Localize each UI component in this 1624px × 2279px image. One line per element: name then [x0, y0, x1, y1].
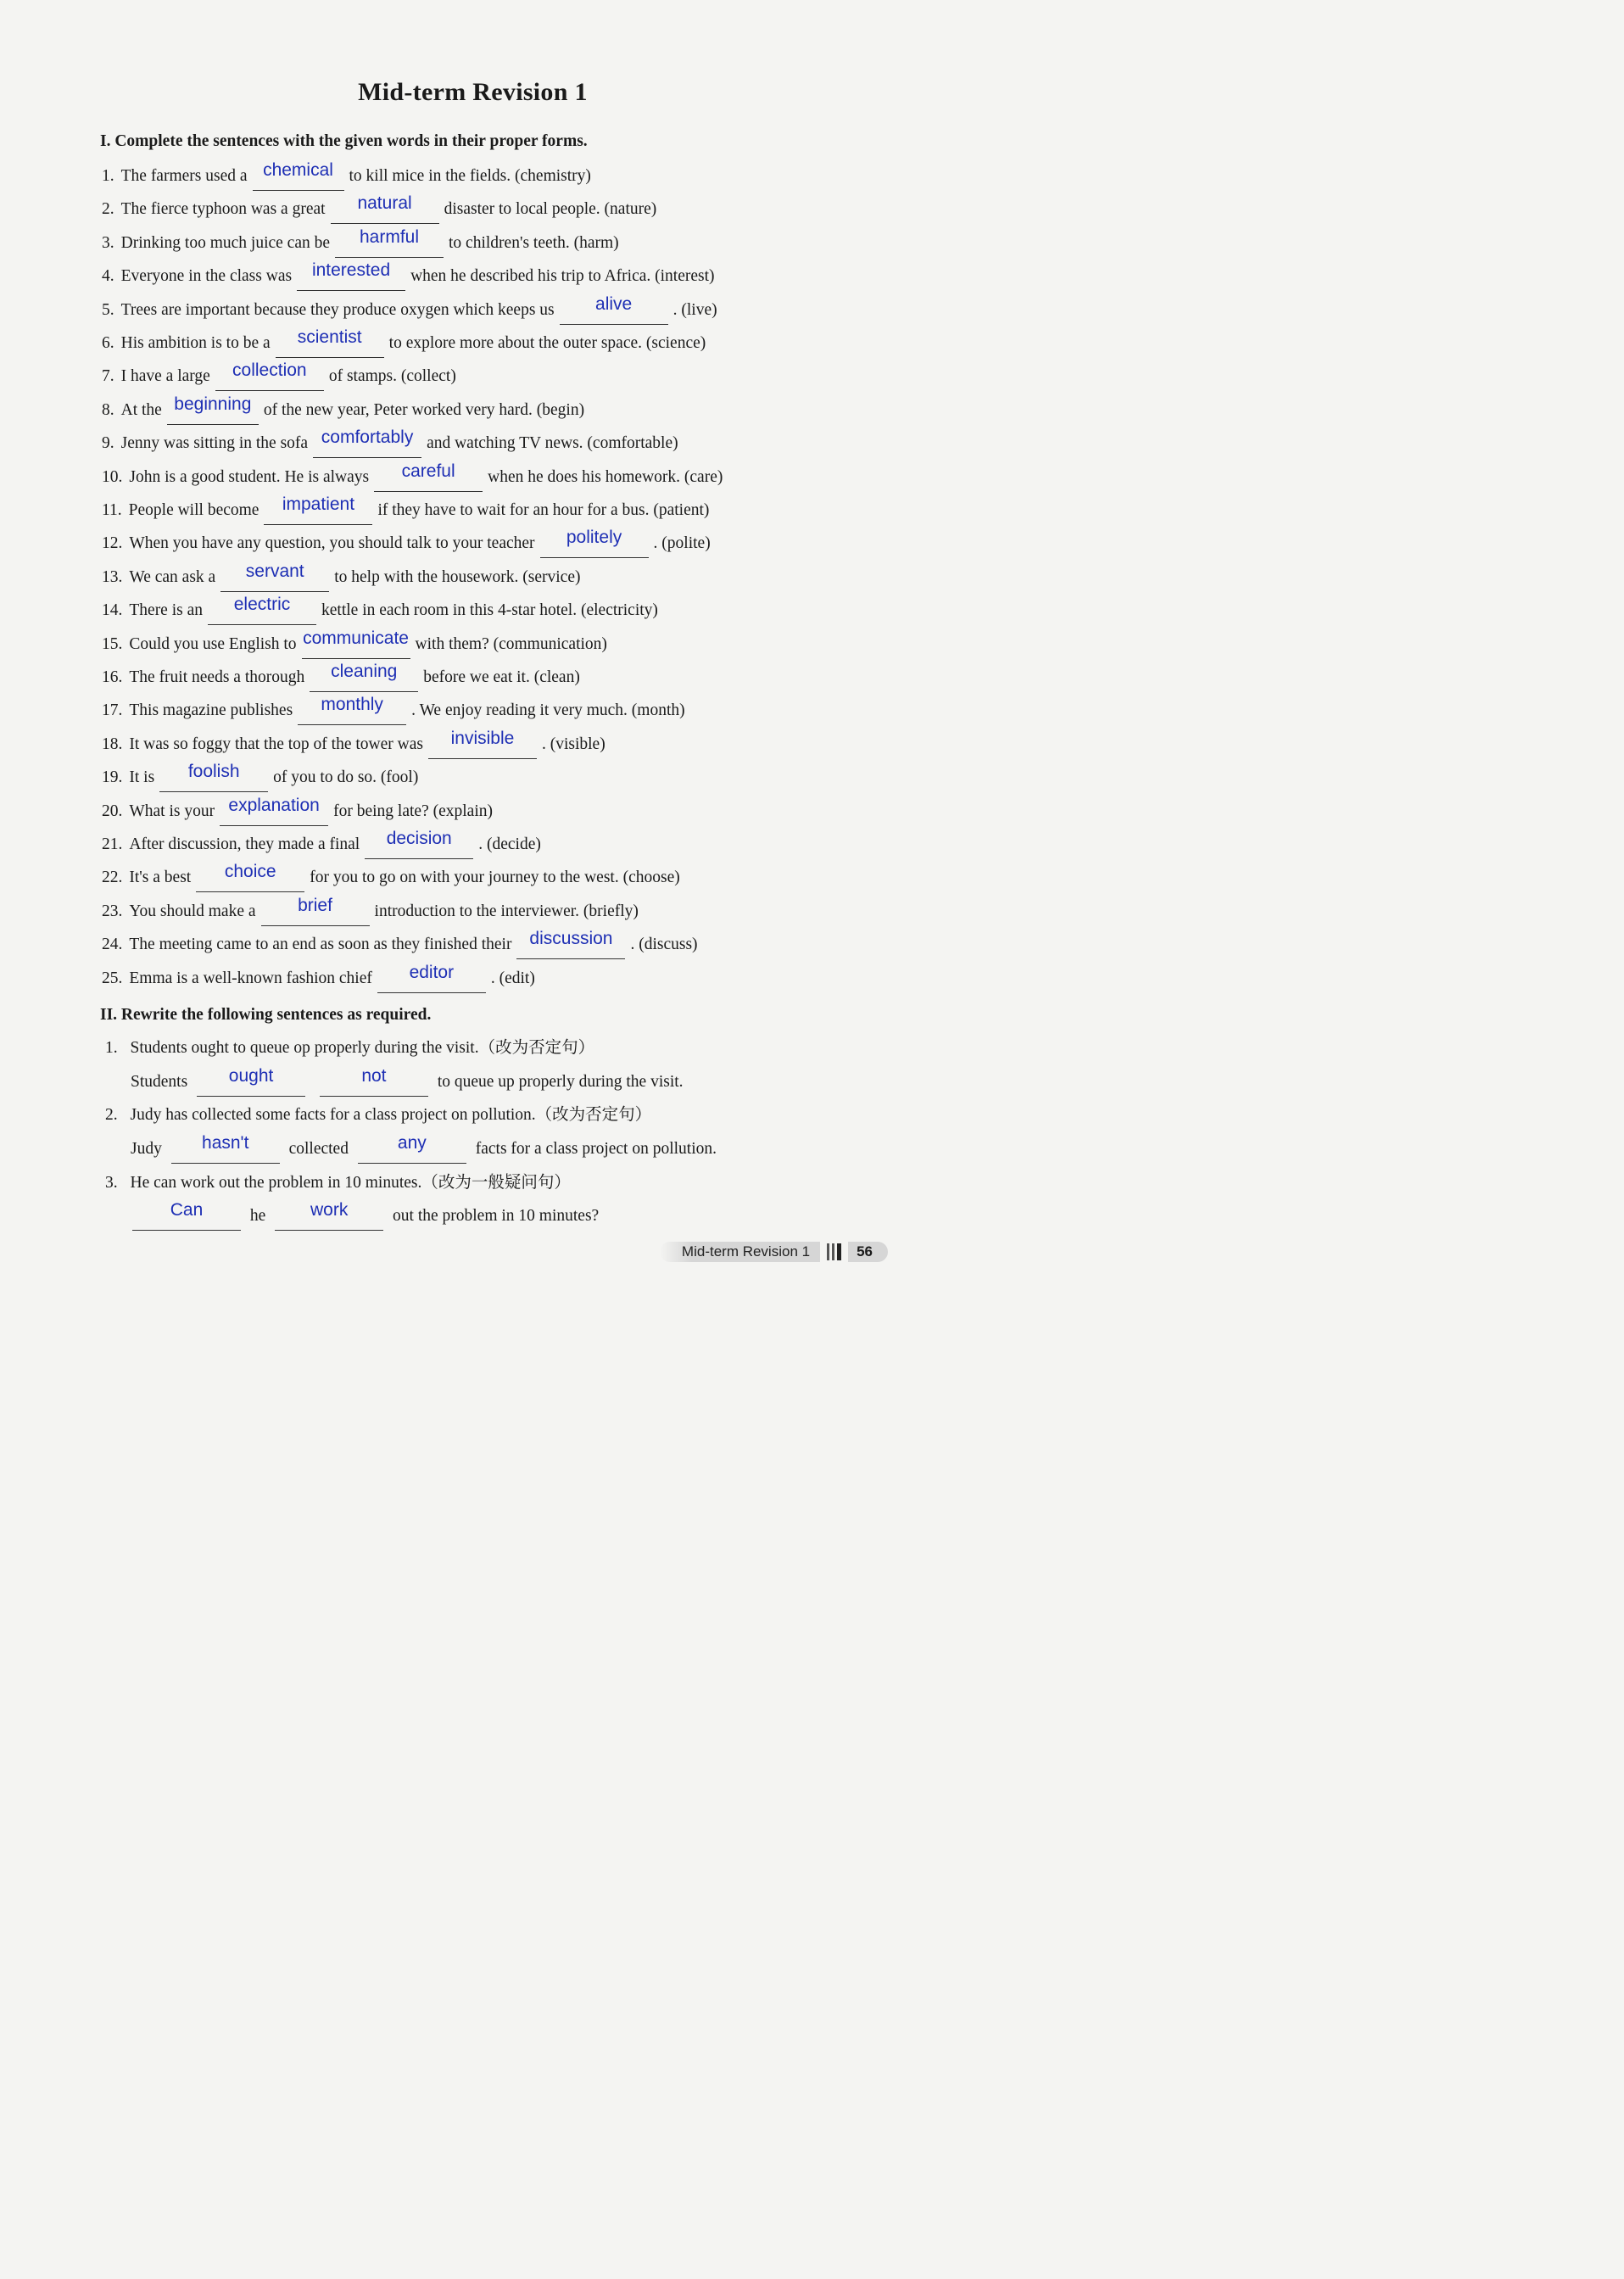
sentence-after-blank: to help with the housework. (service) — [334, 567, 581, 586]
sentence-before-blank: The fruit needs a thorough — [129, 668, 305, 686]
rewrite-word: he — [249, 1207, 266, 1225]
item-number: 15. — [102, 634, 123, 653]
sentence-after-blank: . (polite) — [653, 534, 711, 553]
item-number: 19. — [102, 768, 123, 787]
sentence-before-blank: The meeting came to an end as soon as they finished their — [129, 936, 512, 954]
sentence-after-blank: of the new year, Peter worked very hard. (begin) — [263, 400, 585, 419]
handwritten-answer: discussion — [529, 929, 613, 949]
answer-blank[interactable] — [331, 193, 439, 224]
fill-in-item — [102, 226, 619, 255]
handwritten-answer: work — [310, 1200, 349, 1220]
fill-in-item — [102, 461, 723, 489]
sentence-after-blank: for being late? (explain) — [333, 802, 493, 820]
sentence-after-blank: with them? (communication) — [415, 634, 607, 653]
sentence-before-blank: I have a large — [120, 367, 210, 386]
page-number: 56 — [848, 1242, 888, 1262]
sentence-before-blank: It is — [129, 768, 155, 787]
handwritten-answer: decision — [386, 829, 452, 848]
rewrite-item-2-prompt — [105, 1103, 651, 1127]
sentence-before-blank: After discussion, they made a final — [129, 835, 360, 853]
fill-in-item — [102, 862, 680, 890]
handwritten-answer: impatient — [282, 494, 355, 514]
section-2-heading: II. Rewrite the following sentences as required. — [100, 1006, 432, 1024]
sentence-before-blank: There is an — [129, 601, 204, 620]
item-number: 9. — [102, 434, 114, 453]
handwritten-answer: cleaning — [331, 662, 398, 681]
answer-blank[interactable] — [261, 895, 370, 926]
handwritten-answer: alive — [595, 293, 633, 314]
sentence-before-blank: John is a good student. He is always — [129, 467, 370, 486]
rewrite-word: collected — [288, 1140, 349, 1158]
handwritten-answer: electric — [233, 595, 291, 615]
handwritten-answer: hasn't — [202, 1133, 249, 1153]
rewrite-rest: out the problem in 10 minutes? — [393, 1207, 600, 1225]
sentence-after-blank: to explore more about the outer space. (science) — [388, 334, 706, 352]
item-number: 11. — [102, 501, 122, 519]
answer-blank[interactable] — [215, 360, 324, 391]
sentence-after-blank: . (discuss) — [630, 936, 698, 954]
item-number: 23. — [102, 902, 123, 920]
answer-blank[interactable] — [132, 1200, 241, 1231]
answer-blank[interactable] — [540, 528, 649, 558]
fill-in-item — [102, 762, 419, 790]
fill-in-item — [102, 628, 607, 656]
sentence-after-blank: . We enjoy reading it very much. (month) — [411, 701, 685, 720]
answer-blank[interactable] — [313, 427, 421, 458]
answer-blank[interactable] — [560, 293, 668, 325]
sentence-after-blank: introduction to the interviewer. (briefly) — [374, 902, 639, 920]
handwritten-answer: brief — [298, 895, 332, 915]
sentence-after-blank: . (decide) — [478, 835, 541, 853]
handwritten-answer: interested — [311, 260, 391, 281]
answer-blank[interactable] — [298, 695, 406, 725]
fill-in-item — [102, 929, 698, 957]
fill-in-item — [102, 360, 456, 388]
page-footer — [660, 1240, 888, 1264]
sentence-after-blank: for you to go on with your journey to the west. (choose) — [310, 869, 680, 887]
rewrite-item-1-answer — [131, 1066, 684, 1094]
handwritten-answer: scientist — [297, 327, 362, 347]
answer-blank[interactable] — [220, 795, 328, 826]
answer-blank[interactable] — [377, 962, 486, 993]
fill-in-item — [102, 795, 493, 824]
fill-in-item — [102, 595, 658, 623]
fill-in-item — [102, 662, 580, 690]
handwritten-answer: explanation — [228, 795, 320, 815]
fill-in-item — [102, 695, 685, 723]
answer-blank[interactable] — [171, 1133, 280, 1164]
fill-in-item — [102, 394, 585, 422]
fill-in-item — [102, 193, 657, 221]
answer-blank[interactable] — [253, 160, 344, 191]
sentence-before-blank: It's a best — [129, 869, 192, 887]
sentence-before-blank: Jenny was sitting in the sofa — [120, 434, 309, 453]
handwritten-answer: foolish — [187, 762, 240, 782]
item-number: 3. — [102, 233, 114, 252]
rewrite-item-3-answer — [127, 1200, 600, 1228]
answer-blank[interactable] — [220, 561, 329, 592]
footer-unit-label: Mid-term Revision 1 — [660, 1242, 820, 1262]
handwritten-answer: careful — [401, 461, 455, 481]
sentence-after-blank: before we eat it. (clean) — [423, 668, 580, 686]
handwritten-answer: collection — [232, 360, 307, 381]
item-number: 25. — [102, 969, 123, 987]
sentence-after-blank: disaster to local people. (nature) — [444, 200, 657, 219]
rewrite-rest: facts for a class project on pollution. — [475, 1140, 717, 1158]
rewrite-word: Students — [131, 1073, 188, 1091]
item-number: 3. — [105, 1174, 118, 1192]
item-number: 24. — [102, 936, 123, 954]
handwritten-answer: ought — [228, 1066, 274, 1086]
item-number: 5. — [102, 300, 114, 319]
fill-in-item — [102, 494, 710, 522]
answer-blank[interactable] — [374, 461, 483, 492]
answer-blank[interactable] — [208, 595, 316, 625]
item-number: 14. — [102, 601, 123, 620]
sentence-after-blank: and watching TV news. (comfortable) — [427, 434, 678, 453]
answer-blank[interactable] — [310, 662, 418, 692]
sentence-before-blank: It was so foggy that the top of the tower was — [129, 735, 423, 753]
answer-blank[interactable] — [320, 1066, 428, 1097]
item-number: 16. — [102, 668, 123, 686]
sentence-after-blank: of you to do so. (fool) — [273, 768, 419, 787]
sentence-after-blank: . (live) — [672, 300, 717, 319]
item-number: 6. — [102, 334, 114, 352]
rewrite-rest: to queue up properly during the visit. — [437, 1073, 684, 1091]
item-number: 20. — [102, 802, 123, 820]
handwritten-answer: harmful — [360, 226, 420, 247]
handwritten-answer: natural — [357, 193, 412, 214]
item-number: 4. — [102, 267, 114, 286]
item-number: 7. — [102, 367, 114, 386]
sentence-before-blank: The fierce typhoon was a great — [120, 200, 326, 219]
fill-in-item — [102, 293, 717, 322]
item-number: 17. — [102, 701, 123, 720]
item-number: 21. — [102, 835, 123, 853]
sentence-before-blank: His ambition is to be a — [120, 334, 271, 352]
sentence-before-blank: This magazine publishes — [129, 701, 293, 720]
item-number: 1. — [102, 167, 114, 185]
answer-blank[interactable] — [428, 728, 537, 759]
sentence-after-blank: to children's teeth. (harm) — [449, 233, 619, 252]
item-number: 12. — [102, 534, 123, 553]
footer-bars-decoration — [827, 1243, 841, 1260]
handwritten-answer: Can — [170, 1200, 204, 1220]
item-prompt: He can work out the problem in 10 minutes.（改为一般疑问句） — [130, 1174, 571, 1192]
rewrite-item-1-prompt — [105, 1036, 594, 1060]
item-number: 18. — [102, 735, 123, 753]
answer-blank[interactable] — [516, 929, 625, 959]
item-number: 22. — [102, 869, 123, 887]
answer-blank[interactable] — [264, 494, 372, 525]
handwritten-answer: monthly — [321, 695, 383, 715]
handwritten-answer: not — [361, 1066, 387, 1086]
sentence-before-blank: Drinking too much juice can be — [120, 233, 331, 252]
answer-blank[interactable] — [197, 1066, 305, 1097]
sentence-after-blank: when he described his trip to Africa. (interest) — [410, 267, 715, 286]
sentence-after-blank: kettle in each room in this 4-star hotel. (electricity) — [321, 601, 658, 620]
rewrite-word: Judy — [131, 1140, 162, 1158]
answer-blank[interactable] — [358, 1133, 466, 1164]
handwritten-answer: beginning — [174, 394, 252, 414]
item-number: 2. — [105, 1106, 118, 1124]
sentence-after-blank: of stamps. (collect) — [328, 367, 456, 386]
sentence-before-blank: Everyone in the class was — [120, 267, 293, 286]
fill-in-item — [102, 561, 581, 589]
fill-in-item — [102, 962, 535, 991]
sentence-before-blank: We can ask a — [129, 567, 216, 586]
answer-blank[interactable] — [275, 1200, 383, 1231]
answer-blank[interactable] — [276, 327, 384, 358]
sentence-before-blank: What is your — [129, 802, 215, 820]
fill-in-item — [102, 160, 591, 188]
rewrite-item-2-answer — [131, 1133, 717, 1161]
sentence-after-blank: . (visible) — [541, 735, 606, 753]
handwritten-answer: servant — [245, 561, 304, 581]
sentence-before-blank: At the — [120, 400, 162, 419]
handwritten-answer: any — [397, 1133, 427, 1153]
sentence-after-blank: to kill mice in the fields. (chemistry) — [349, 167, 591, 185]
fill-in-item — [102, 895, 639, 924]
worksheet-page — [0, 0, 946, 1330]
item-number: 1. — [105, 1039, 118, 1057]
handwritten-answer: chemical — [263, 160, 333, 180]
sentence-before-blank: Could you use English to — [129, 634, 297, 653]
fill-in-item — [102, 327, 706, 355]
item-prompt: Judy has collected some facts for a class project on pollution.（改为否定句） — [130, 1106, 652, 1124]
answer-blank[interactable] — [302, 628, 410, 659]
sentence-before-blank: Trees are important because they produce oxygen which keeps us — [120, 300, 555, 319]
handwritten-answer: invisible — [450, 728, 515, 748]
fill-in-item — [102, 829, 541, 857]
sentence-before-blank: When you have any question, you should talk to your teacher — [129, 534, 535, 553]
item-number: 13. — [102, 567, 123, 586]
item-number: 10. — [102, 467, 123, 486]
answer-blank[interactable] — [365, 829, 473, 859]
handwritten-answer: editor — [409, 962, 455, 982]
item-prompt: Students ought to queue op properly during the visit.（改为否定句） — [130, 1039, 595, 1057]
answer-blank[interactable] — [196, 862, 304, 892]
answer-blank[interactable] — [167, 394, 259, 425]
fill-in-item — [102, 427, 678, 455]
answer-blank[interactable] — [297, 260, 405, 291]
item-number: 8. — [102, 400, 114, 419]
sentence-after-blank: . (edit) — [490, 969, 535, 987]
page-title: Mid-term Revision 1 — [358, 78, 588, 106]
section-1-heading: I. Complete the sentences with the given words in their proper forms. — [100, 132, 588, 150]
fill-in-item — [102, 528, 711, 556]
fill-in-item — [102, 728, 606, 757]
sentence-before-blank: People will become — [128, 501, 260, 519]
handwritten-answer: choice — [224, 862, 276, 882]
sentence-after-blank: if they have to wait for an hour for a bus. (patient) — [377, 501, 710, 519]
fill-in-item — [102, 260, 715, 288]
rewrite-item-3-prompt — [105, 1171, 571, 1195]
sentence-after-blank: when he does his homework. (care) — [488, 467, 723, 486]
handwritten-answer: politely — [566, 528, 622, 548]
item-number: 2. — [102, 200, 114, 219]
answer-blank[interactable] — [335, 226, 444, 258]
sentence-before-blank: You should make a — [129, 902, 256, 920]
handwritten-answer: comfortably — [321, 427, 414, 448]
handwritten-answer: communicate — [303, 628, 409, 648]
answer-blank[interactable] — [159, 762, 268, 792]
sentence-before-blank: Emma is a well-known fashion chief — [129, 969, 372, 987]
sentence-before-blank: The farmers used a — [120, 167, 248, 185]
